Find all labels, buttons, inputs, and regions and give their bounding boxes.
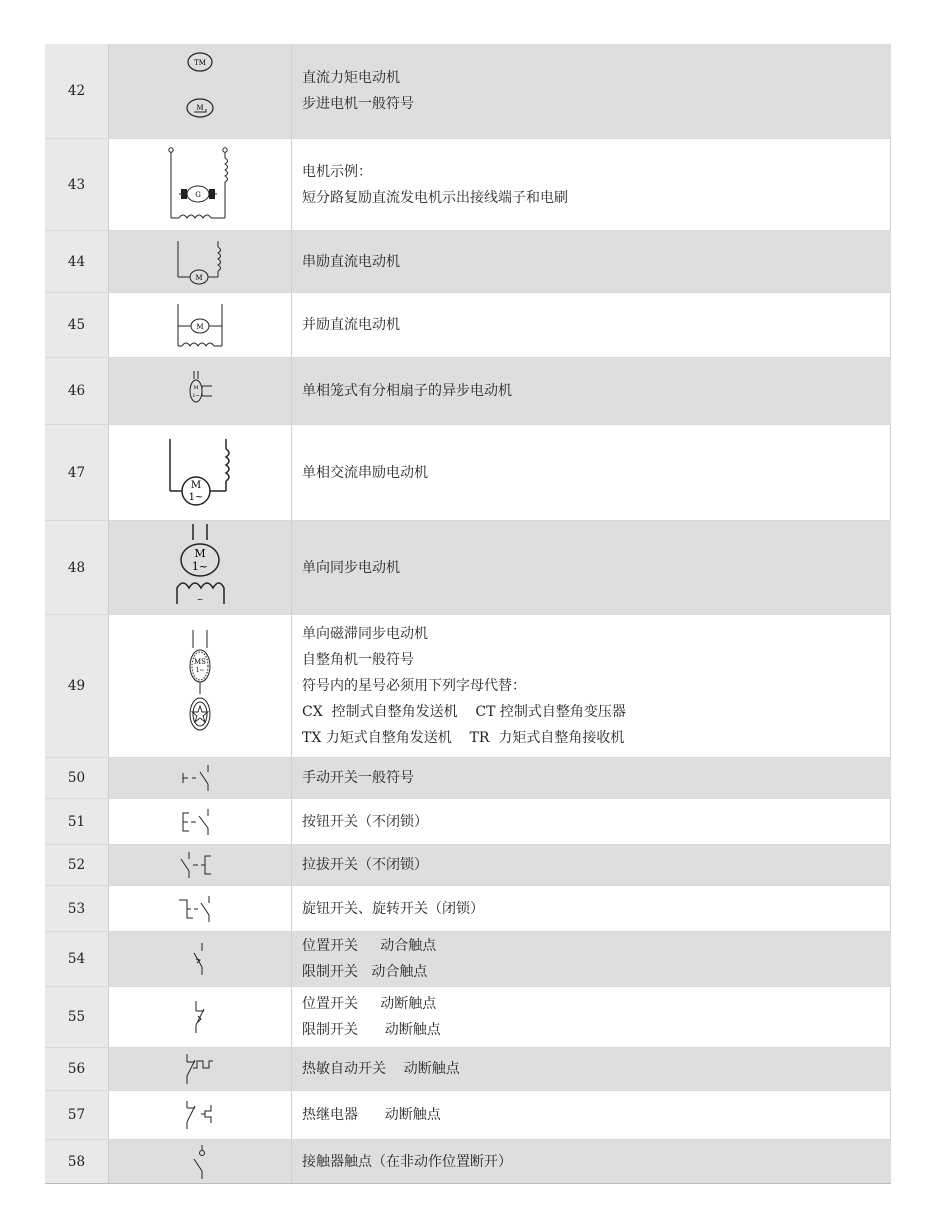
row-number: 44 [45,231,109,292]
row-number: 56 [45,1048,109,1090]
manual-switch-icon [109,758,292,798]
row-number: 51 [45,799,109,844]
row-description: 限制开关 动合触点 [302,964,428,980]
table-row [45,1140,891,1184]
row-description: TX 力矩式自整角发送机 TR 力矩式自整角接收机 [302,730,625,746]
table-row [45,521,891,615]
row-number: 46 [45,358,109,424]
position-switch-no-icon [109,932,292,986]
svg-text:M: M [193,385,199,391]
row-number: 42 [45,44,109,138]
row-description: 拉拔开关（不闭锁） [302,857,428,873]
thermal-relay-icon [109,1091,292,1139]
row-number: 50 [45,758,109,798]
row-description: 手动开关一般符号 [302,770,414,786]
svg-text:M: M [194,546,206,560]
svg-text:M: M [190,479,202,491]
table-row [45,886,891,932]
table-row [45,231,891,293]
row-description: CX 控制式自整角发送机 CT 控制式自整角变压器 [302,704,626,720]
row-description: 限制开关 动断触点 [302,1022,441,1038]
single-phase-ac-series-motor-icon [109,425,292,520]
svg-text:MS: MS [194,658,206,666]
table-row [45,139,891,231]
row-description: 旋钮开关、旋转开关（闭锁） [302,900,484,917]
row-number: 55 [45,987,109,1047]
row-description: 短分路复励直流发电机示出接线端子和电刷 [302,189,568,206]
series-dc-motor-icon [109,231,292,292]
rotary-switch-icon [109,886,292,931]
table-row [45,1091,891,1140]
table-row [45,799,891,845]
row-description: 串励直流电动机 [302,253,400,270]
row-description: 热继电器 动断触点 [302,1107,441,1123]
row-description: 步进电机一般符号 [302,96,414,112]
row-number: 52 [45,845,109,885]
pull-switch-icon [109,845,292,885]
row-description: 位置开关 动断触点 [302,996,437,1012]
row-description: 直流力矩电动机 [302,70,400,86]
row-number: 47 [45,425,109,520]
row-description: 单相笼式有分相扇子的异步电动机 [302,383,512,399]
tm-motor-stepper-icon [109,44,292,138]
svg-text:1~: 1~ [188,491,204,503]
svg-text:1~: 1~ [191,559,209,573]
row-number: 53 [45,886,109,931]
svg-text:M: M [196,104,204,112]
row-description: 位置开关 动合触点 [302,938,437,954]
row-description: 单向同步电动机 [302,559,400,576]
symbol-table [45,44,891,1184]
table-row [45,1048,891,1091]
table-row [45,758,891,799]
push-button-switch-icon [109,799,292,844]
hysteresis-sync-motor-icon [109,615,292,757]
position-switch-nc-icon [109,987,292,1047]
row-description: 单向磁滞同步电动机 [302,626,428,642]
row-number: 48 [45,521,109,614]
svg-text:1~: 1~ [195,667,205,674]
row-description: 热敏自动开关 动断触点 [302,1061,460,1077]
table-row [45,358,891,425]
table-row [45,932,891,987]
table-row [45,987,891,1048]
single-phase-cage-motor-icon [109,358,292,424]
row-number: 58 [45,1140,109,1183]
row-number: 43 [45,139,109,230]
row-description: 按钮开关（不闭锁） [302,813,428,830]
row-description: 符号内的星号必须用下列字母代替： [302,678,526,694]
svg-text:TM: TM [194,59,206,67]
row-description: 单相交流串励电动机 [302,464,428,481]
row-number: 57 [45,1091,109,1139]
row-description: 自整角机一般符号 [302,652,414,668]
row-description: 电机示例： [302,163,372,180]
contactor-contact-icon [109,1140,292,1183]
row-number: 49 [45,615,109,757]
svg-text:M: M [196,323,204,331]
table-row [45,425,891,521]
svg-text:G: G [195,190,201,199]
row-description: 接触器触点（在非动作位置断开） [302,1153,512,1170]
row-number: 54 [45,932,109,986]
svg-text:~: ~ [196,594,204,604]
shunt-dc-motor-icon [109,293,292,357]
single-phase-sync-motor-icon [109,521,292,614]
row-number: 45 [45,293,109,357]
svg-text:M: M [195,273,203,282]
table-row [45,615,891,758]
compound-dc-generator-icon [109,139,292,230]
svg-text:1~: 1~ [192,393,200,399]
table-row [45,845,891,886]
thermal-auto-switch-icon [109,1048,292,1090]
table-row [45,293,891,358]
row-description: 并励直流电动机 [302,317,400,333]
table-row [45,44,891,139]
